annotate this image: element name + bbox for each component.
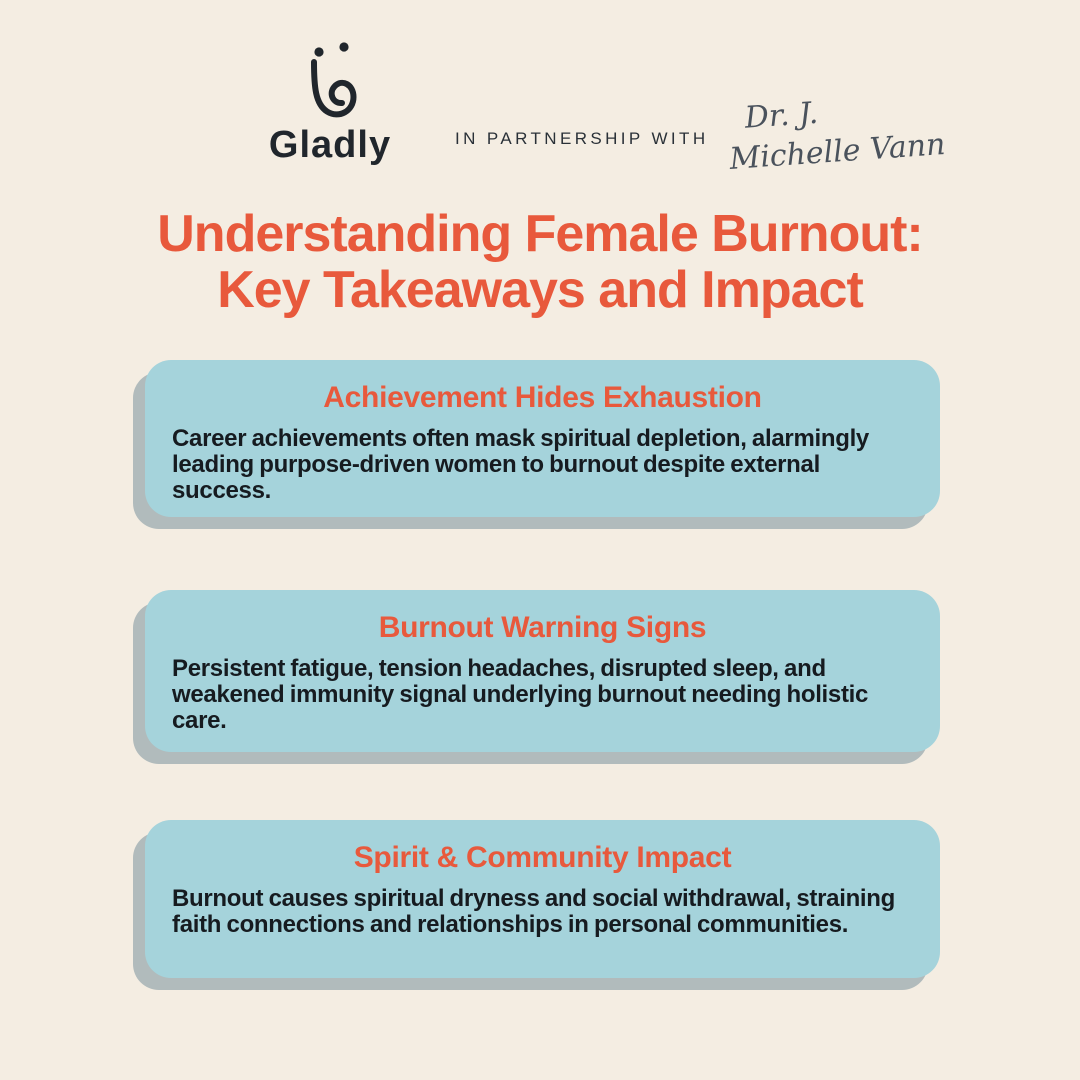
card-heading: Burnout Warning Signs	[378, 611, 707, 644]
brand-wordmark: Gladly	[268, 124, 392, 166]
partnership-label: IN PARTNERSHIP WITH	[455, 129, 709, 148]
takeaway-card-spirit-community	[145, 820, 940, 978]
signature-line-1: Dr. J.	[743, 95, 820, 136]
takeaway-card-warning-signs	[145, 590, 940, 752]
page-title-line-1: Understanding Female Burnout:	[157, 205, 923, 263]
gladly-monogram-icon	[297, 42, 363, 122]
card-heading: Spirit & Community Impact	[353, 841, 732, 874]
brand-lockup	[240, 42, 420, 167]
card-body: Persistent fatigue, tension headaches, disrupted sleep, and weakened immunity signal underlying burnout needing holistic care.	[172, 655, 869, 734]
page-title-line-2: Key Takeaways and Impact	[217, 261, 863, 319]
card-body: Burnout causes spiritual dryness and social withdrawal, straining faith connections and relationships in personal communities.	[172, 885, 896, 938]
partner-signature	[725, 84, 960, 180]
card-heading: Achievement Hides Exhaustion	[323, 381, 762, 414]
page-title	[0, 206, 1080, 318]
signature-line-2: Michelle Vann	[728, 126, 947, 177]
takeaway-card-achievement	[145, 360, 940, 517]
card-body: Career achievements often mask spiritual depletion, alarmingly leading purpose-driven women to burnout despite external success.	[172, 425, 869, 504]
